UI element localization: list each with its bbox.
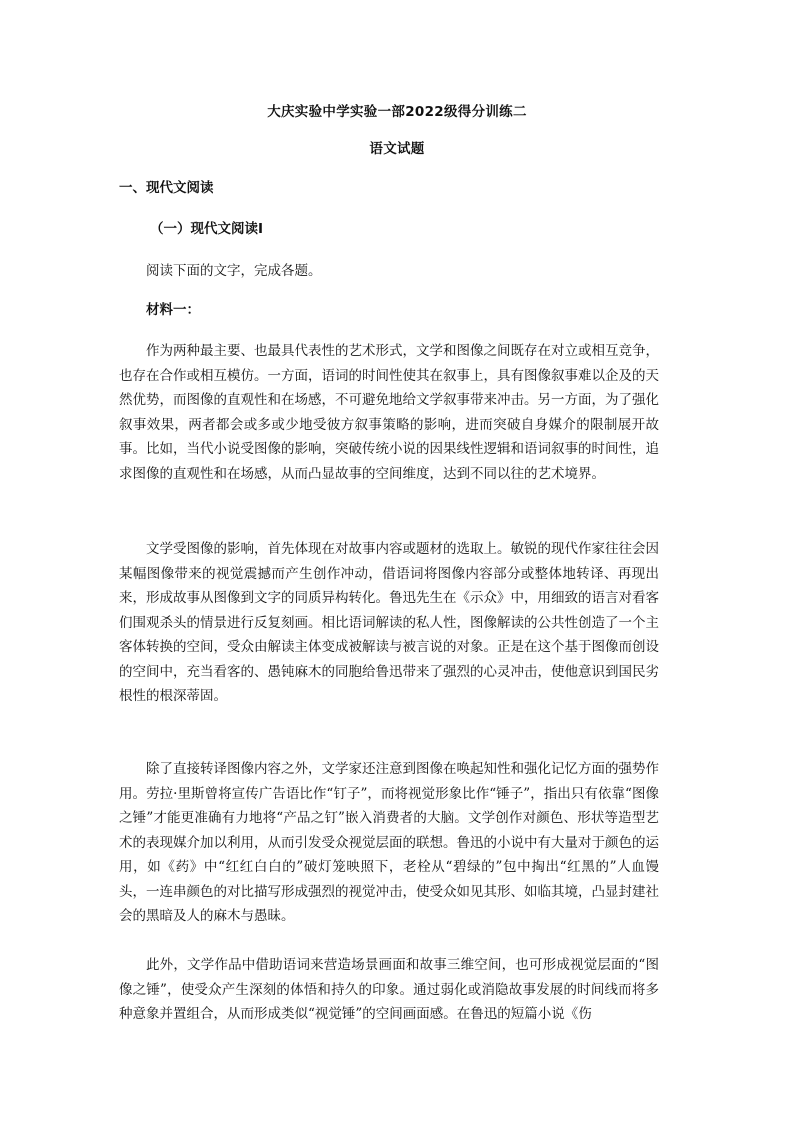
section-heading: 一、现代文阅读 xyxy=(119,180,214,196)
paragraph-2: 文学受图像的影响，首先体现在对故事内容或题材的选取上。敏锐的现代作家往往会因某幅图像带来的视觉震撼而产生创作冲动，借语词将图像内容部分或整体地转译、再现出来，形成故事从图像到文字的同质异构转化。鲁迅先生在《示众》中，用细致的语言对看客们围观杀头的情景进行反复刻画。相比语词解读的私人性，图像解读的公共性创造了一个主客体转换的空间，受众由解读主体变成被解读与被言说的对象。正是在这个基于图像而创设的空间中，充当看客的、愚钝麻木的同胞给鲁迅带来了强烈的心灵冲击，使他意识到国民劣根性的根深蒂固。 xyxy=(119,541,659,704)
paragraph-1: 作为两种最主要、也最具代表性的艺术形式，文学和图像之间既存在对立或相互竞争，也存在合作或相互模仿。一方面，语词的时间性使其在叙事上，具有图像叙事难以企及的天然优势，而图像的直观性和在场感，不可避免地给文学叙事带来冲击。另一方面，为了强化叙事效果，两者都会或多或少地受彼方叙事策略的影响，进而突破自身媒介的限制展开故事。比如，当代小说受图像的影响，突破传统小说的因果线性逻辑和语词叙事的时间性，追求图像的直观性和在场感，从而凸显故事的空间维度，达到不同以往的艺术境界。 xyxy=(119,343,659,482)
material-label: 材料一： xyxy=(146,302,200,318)
paragraph-4: 此外，文学作品中借助语词来营造场景画面和故事三维空间，也可形成视觉层面的“图像之锤”，使受众产生深刻的体悟和持久的印象。通过弱化或消隐故事发展的时间线而将多种意象并置组合，从而形成类似“视觉锤”的空间画面感。在鲁迅的短篇小说《伤 xyxy=(119,957,659,1022)
exam-title: 大庆实验中学实验一部2022级得分训练二 xyxy=(267,104,527,120)
exam-subtitle: 语文试题 xyxy=(369,141,425,157)
reading-instruction: 阅读下面的文字，完成各题。 xyxy=(146,263,322,279)
paragraph-3: 除了直接转译图像内容之外，文学家还注意到图像在唤起知性和强化记忆方面的强势作用。劳拉·里斯曾将宣传广告语比作“钉子”，而将视觉形象比作“锤子”，指出只有依靠“图像之锤”才能更准确有力地将“产品之钉”嵌入消费者的大脑。文学创作对颜色、形状等造型艺术的表现媒介加以利用，从而引发受众视觉层面的联想。鲁迅的小说中有大量对于颜色的运用，如《药》中“红红白白的”破灯笼映照下，老栓从“碧绿的”包中掏出“红黑的”人血馒头，一连串颜色的对比描写形成强烈的视觉冲击，使受众如见其形、如临其境，凸显封建社会的黑暗及人的麻木与愚昧。 xyxy=(119,761,659,924)
section-subheading: （一）现代文阅读Ⅰ xyxy=(150,221,264,237)
